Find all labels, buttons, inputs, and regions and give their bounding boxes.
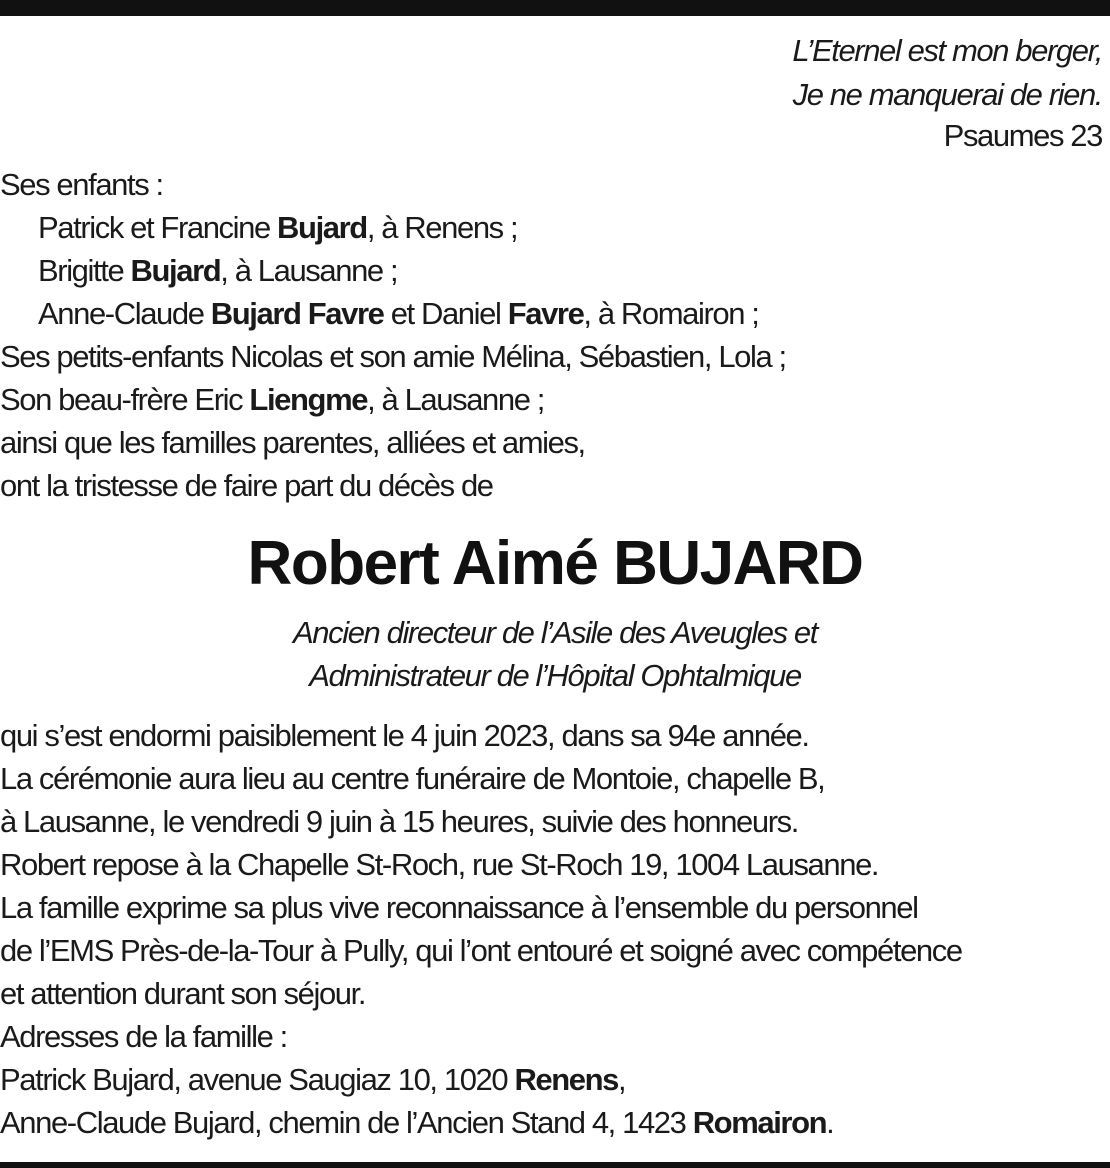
- details-line-6: de l’EMS Près-de-la-Tour à Pully, qui l’ont entouré et soigné avec compétence: [0, 933, 962, 968]
- bottom-rule: [0, 1162, 1110, 1168]
- details-line-1: qui s’est endormi paisiblement le 4 juin 2023, dans sa 94e année.: [0, 718, 809, 753]
- addresses-heading: Adresses de la famille :: [0, 1019, 287, 1054]
- address-1: Patrick Bujard, avenue Saugiaz 10, 1020 Renens,: [0, 1062, 626, 1097]
- epigraph-source: Psaumes 23: [943, 118, 1102, 153]
- announcement: ont la tristesse de faire part du décès de: [0, 468, 493, 503]
- details-line-4: Robert repose à la Chapelle St-Roch, rue St-Roch 19, 1004 Lausanne.: [0, 847, 879, 882]
- children-heading: Ses enfants :: [0, 167, 163, 202]
- details-line-5: La famille exprime sa plus vive reconnaissance à l’ensemble du personnel: [0, 890, 918, 925]
- brother-in-law: Son beau-frère Eric Liengme, à Lausanne ;: [0, 382, 544, 417]
- details-line-2: La cérémonie aura lieu au centre funéraire de Montoie, chapelle B,: [0, 761, 825, 796]
- deceased-title-line-1: Ancien directeur de l’Asile des Aveugles et: [293, 615, 817, 650]
- details-line-3: à Lausanne, le vendredi 9 juin à 15 heures, suivie des honneurs.: [0, 804, 798, 839]
- top-rule: [0, 0, 1110, 16]
- deceased-name: Robert Aimé BUJARD: [247, 529, 863, 598]
- address-2: Anne-Claude Bujard, chemin de l’Ancien Stand 4, 1423 Romairon.: [0, 1105, 834, 1140]
- child-1: Patrick et Francine Bujard, à Renens ;: [38, 210, 518, 245]
- grandchildren: Ses petits-enfants Nicolas et son amie Mélina, Sébastien, Lola ;: [0, 339, 786, 374]
- other-relatives: ainsi que les familles parentes, alliées et amies,: [0, 425, 585, 460]
- epigraph-line-1: L’Eternel est mon berger,: [792, 33, 1102, 68]
- child-2: Brigitte Bujard, à Lausanne ;: [38, 253, 398, 288]
- child-3: Anne-Claude Bujard Favre et Daniel Favre, à Romairon ;: [38, 296, 759, 331]
- details-line-7: et attention durant son séjour.: [0, 976, 366, 1011]
- deceased-title-line-2: Administrateur de l’Hôpital Ophtalmique: [309, 658, 801, 693]
- epigraph-line-2: Je ne manquerai de rien.: [792, 77, 1102, 112]
